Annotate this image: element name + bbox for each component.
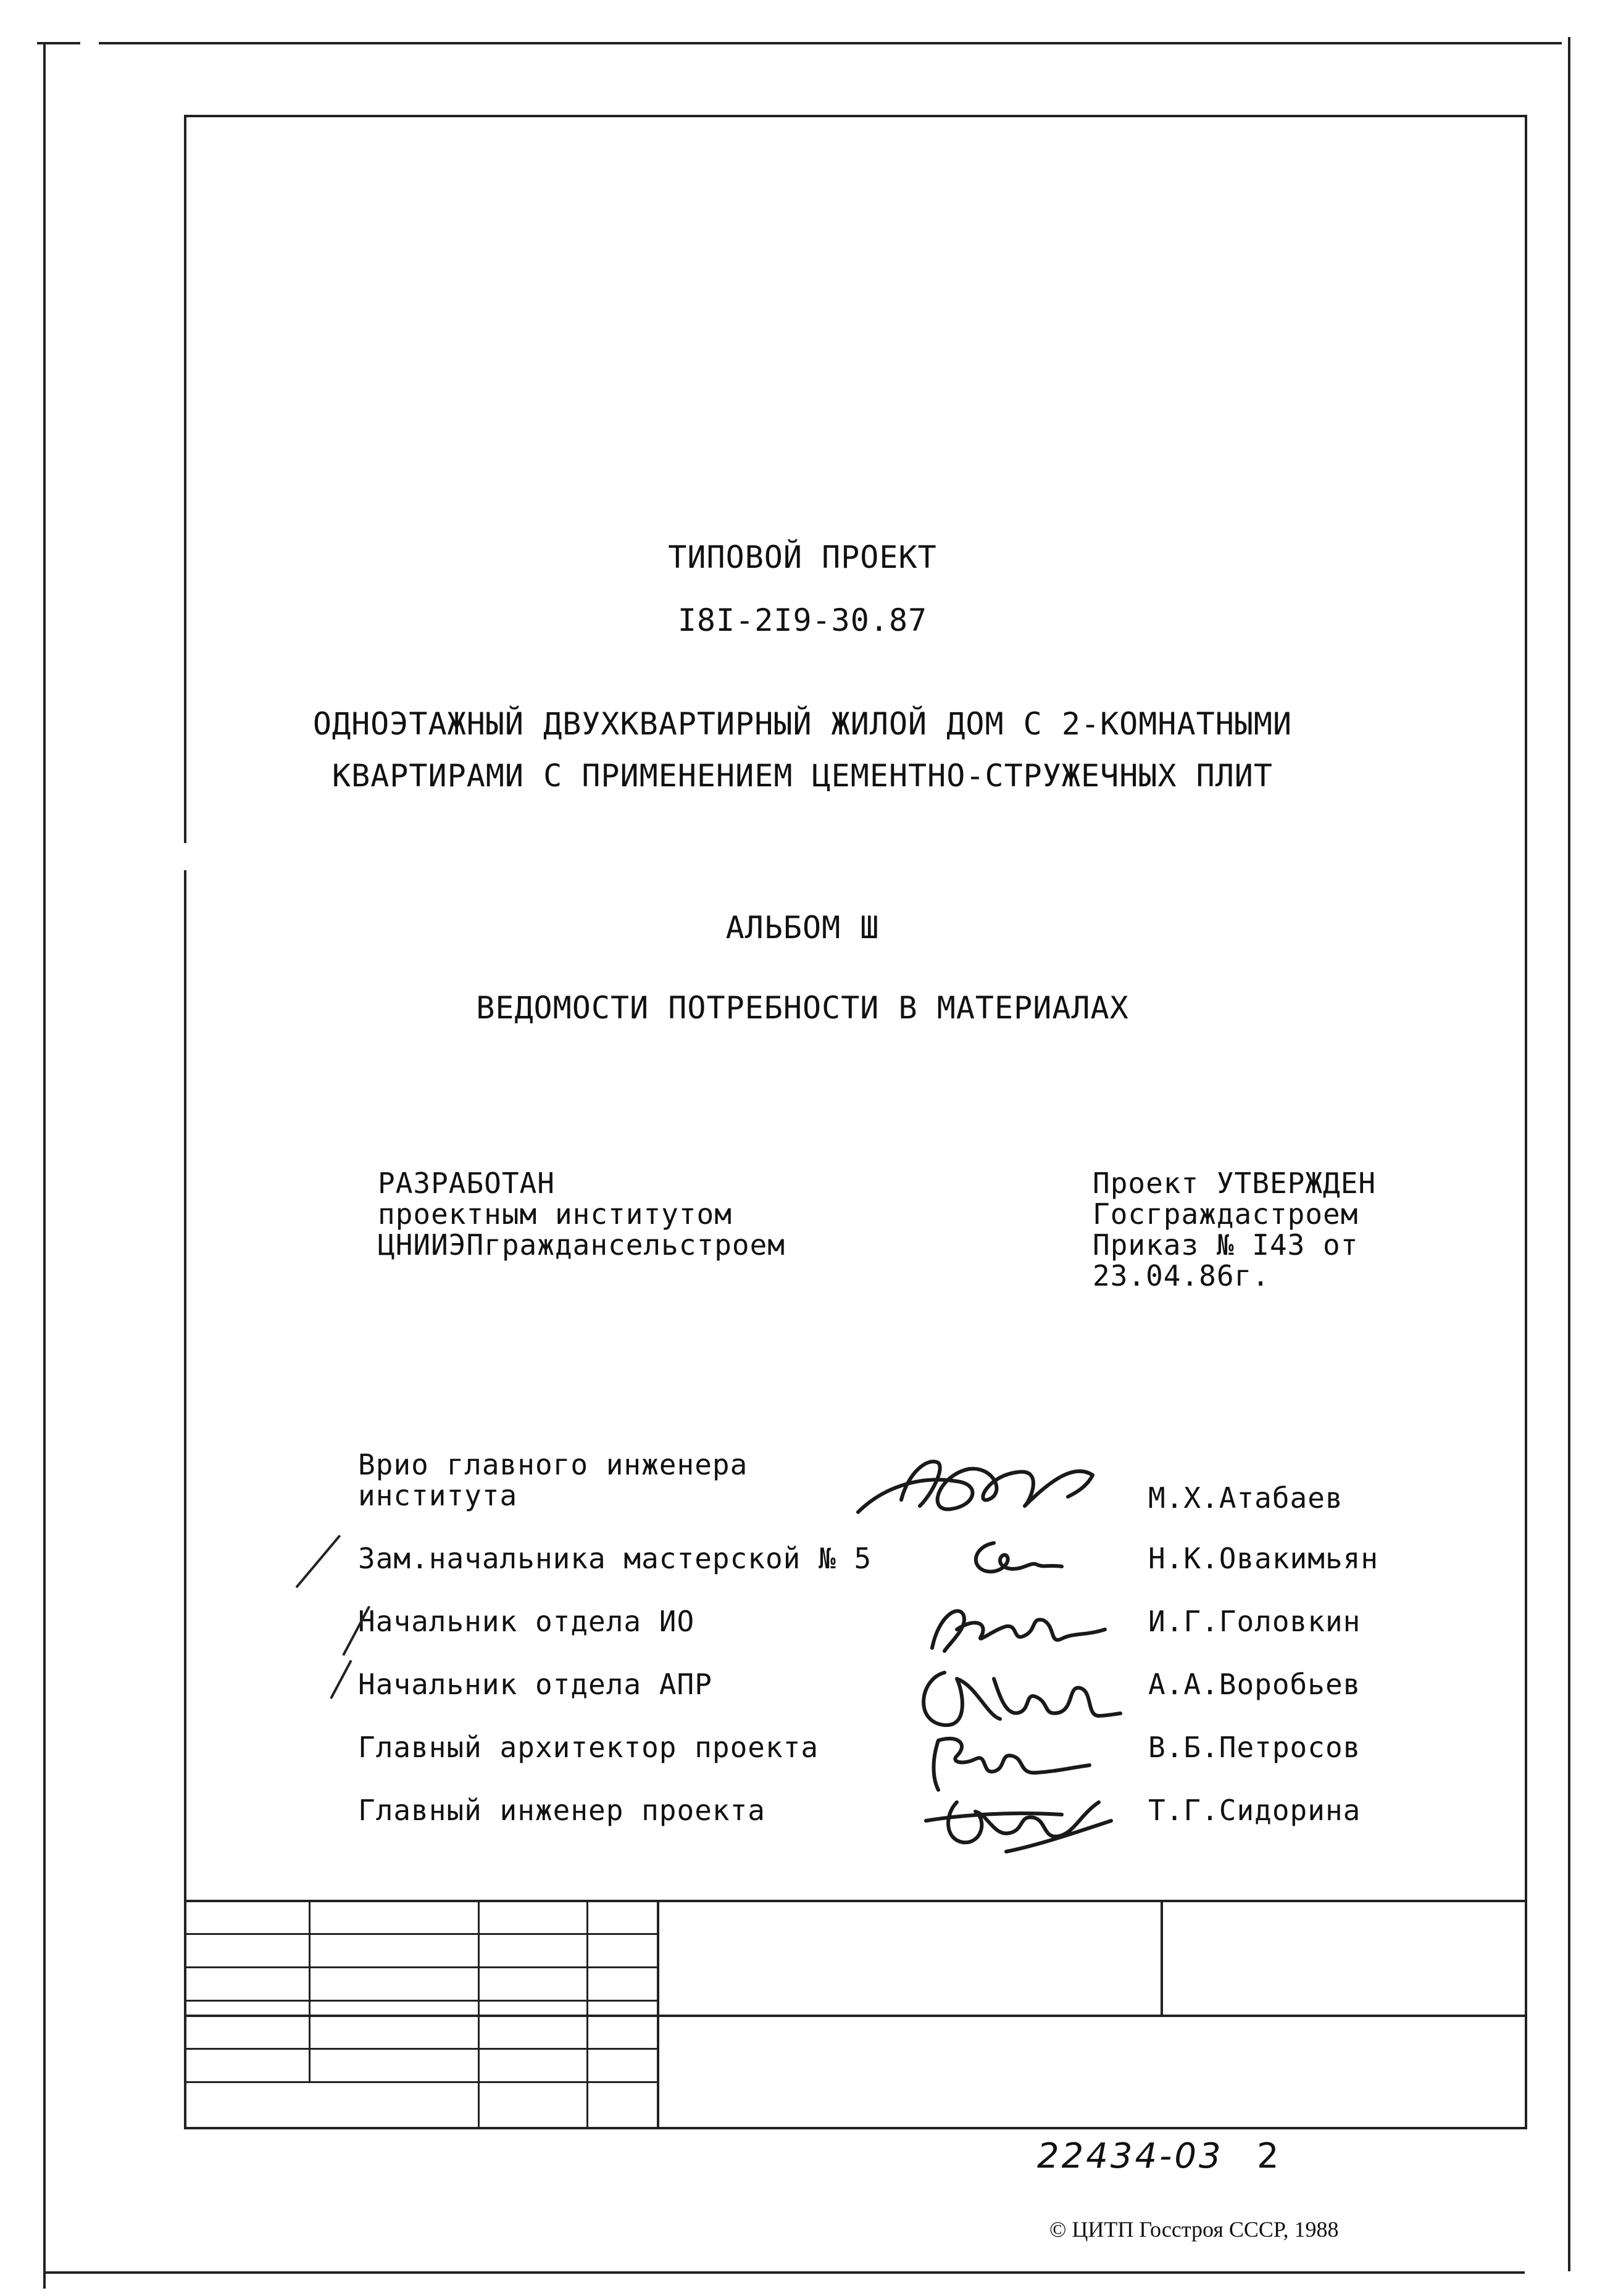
doc-number: 22434-03 [1037,2136,1224,2176]
approval-order: Приказ № I43 от [1093,1228,1359,1262]
hand-mark-icon [295,1534,341,1588]
developed-heading: РАЗРАБОТАН [378,1167,555,1200]
approved-by: Госграждастроем [1093,1197,1359,1231]
bottom-crop-line [43,2271,1525,2274]
signatory-position: Начальник отдела АПР [358,1668,712,1701]
right-crop-line [1568,37,1570,2271]
project-type-label: ТИПОВОЙ ПРОЕКТ [668,539,937,575]
signatory-position: Врио главного инженера [358,1448,748,1481]
copyright: © ЦИТП Госстроя СССР, 1988 [1049,2217,1339,2242]
album-label: АЛЬБОМ Ш [725,910,880,946]
signature-ovakimyan [957,1531,1080,1586]
frame-right [1525,115,1527,2129]
frame-top [184,115,1527,117]
project-number: I8I-2I9-30.87 [677,602,928,638]
signatory-name: Т.Г.Сидорина [1148,1794,1361,1827]
signature-sidorina [914,1778,1124,1864]
left-crop-line [43,42,46,2289]
signatory-position: института [358,1479,518,1512]
frame-bottom [184,2127,1527,2129]
signatory-position: Главный архитектор проекта [358,1731,819,1764]
signatory-name: А.А.Воробьев [1148,1668,1361,1701]
signatory-name: Н.К.Овакимьян [1148,1542,1379,1575]
developer-institute: ЦНИИЭПграждансельстроем [378,1228,785,1262]
page-number: 2 [1257,2136,1280,2176]
signatory-name: М.Х.Атабаев [1148,1481,1343,1515]
signatory-position: Начальник отдела ИО [358,1605,695,1638]
top-crop-line [99,42,1562,44]
approval-date: 23.04.86г. [1093,1259,1270,1292]
approved-heading: Проект УТВЕРЖДЕН [1093,1167,1377,1200]
developed-by-line: проектным институтом [378,1197,732,1231]
signatory-position: Главный инженер проекта [358,1794,765,1827]
signature-atabaev [846,1438,1105,1531]
album-subject: ВЕДОМОСТИ ПОТРЕБНОСТИ В МАТЕРИАЛАХ [476,990,1129,1026]
signatory-name: И.Г.Головкин [1148,1605,1361,1638]
project-name-line-2: КВАРТИРАМИ С ПРИМЕНЕНИЕМ ЦЕМЕНТНО-СТРУЖЕЧНЫХ ПЛИТ [331,758,1274,794]
hand-mark-icon [330,1660,352,1699]
project-name-line-1: ОДНОЭТАЖНЫЙ ДВУХКВАРТИРНЫЙ ЖИЛОЙ ДОМ С 2-КОМНАТНЫМИ [312,706,1293,742]
signatory-position: Зам.начальника мастерской № 5 [358,1542,872,1575]
frame-left [184,870,186,2129]
signatory-name: В.Б.Петросов [1148,1731,1361,1764]
